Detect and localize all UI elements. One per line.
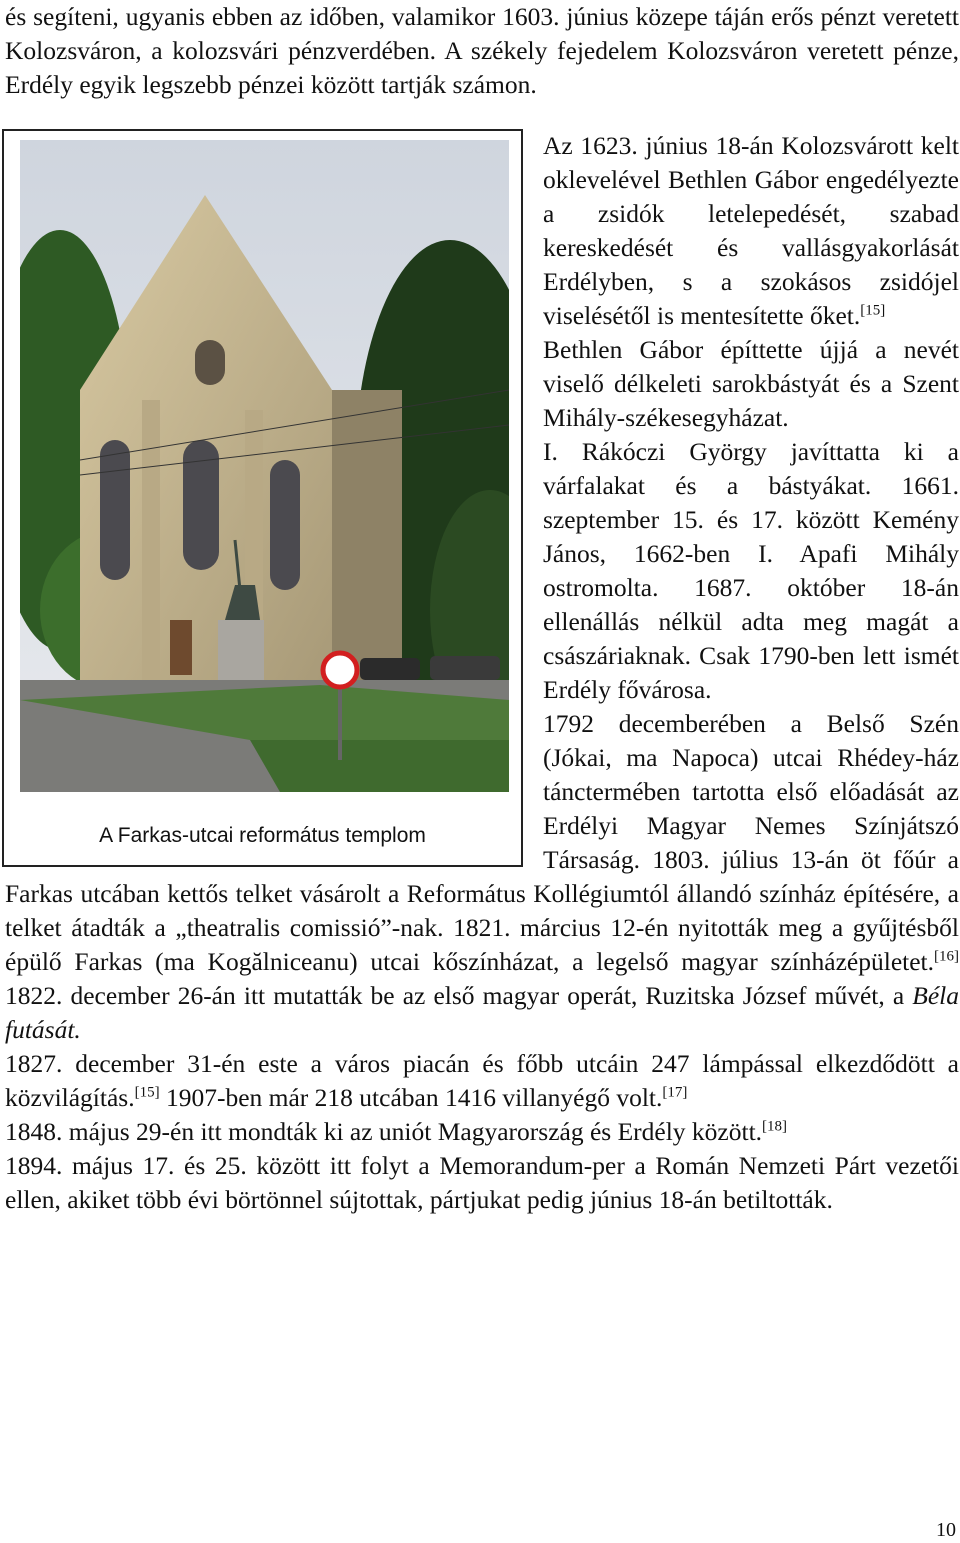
opera-title: Béla futását. bbox=[5, 981, 959, 1044]
figure-caption: A Farkas-utcai református templom bbox=[99, 824, 426, 847]
paragraph-text: Az 1623. június 18-án Kolozsvárott kelt oklevelével Bethlen Gábor engedélyezte a zsidók letelepedését, szabad kereskedését és vallásgyakorlását Erdélyben, s a szokásos zsidójel viselésétől is mentesítette őket. bbox=[543, 131, 959, 330]
figure-frame bbox=[2, 129, 523, 867]
document-page bbox=[5, 0, 959, 1217]
church-illustration bbox=[20, 140, 509, 792]
footnote-ref: [16] bbox=[934, 948, 959, 965]
footnote-ref: [18] bbox=[762, 1118, 788, 1135]
body-paragraph-6 bbox=[5, 1115, 959, 1149]
intro-paragraph: és segíteni, ugyanis ebben az időben, valamikor 1603. június közepe táján erős pénzt veretett Kolozsváron, a kolozsvári pénzverdében. A székely fejedelem Kolozsváron veretett pénze, Erdély egyik legszebb pénzei között tartják számon. bbox=[5, 2, 959, 99]
footnote-ref: [15] bbox=[134, 1084, 160, 1101]
church-photo bbox=[20, 140, 509, 792]
body-paragraph-5 bbox=[5, 1047, 959, 1115]
footnote-ref: [17] bbox=[662, 1084, 688, 1101]
body-paragraph-2: Bethlen Gábor építtette újjá a nevét viselő délkeleti sarokbástyát és a Szent Mihály-székesegyházat. bbox=[543, 335, 959, 432]
paragraph-text: 1827. december 31-én este a város piacán és főbb utcáin 247 lámpással elkezdődött a közvilágítás. bbox=[5, 1049, 959, 1112]
page-number: 10 bbox=[936, 1519, 956, 1541]
paragraph-text: 1907-ben már 218 utcában 1416 villanyégő volt. bbox=[159, 1083, 663, 1112]
paragraph-text: 1792 decemberében a Belső Szén (Jókai, ma Napoca) utcai Rhédey-ház tánctermében tartotta első előadását az Erdélyi Magyar Nemes Színjátszó Társaság. 1803. július 13-án öt főúr a Farkas utcában kettős telket vásárolt a Református Kollégiumtól állandó színház építésére, a telket átadták a „theatralis comissió”-nak. 1821. március 12-én nyitották meg a gyűjtésből épülő Farkas (ma Kogălniceanu) utcai kőszínházat, a legelső magyar színházépületet. bbox=[5, 709, 959, 976]
paragraph-text: 1822. december 26-án itt mutatták be az első magyar operát, Ruzitska József művét, a bbox=[5, 981, 913, 1010]
body-paragraph-3: I. Rákóczi György javíttatta ki a várfalakat és a bástyákat. 1661. szeptember 15. és 17. között Kemény János, 1662-ben I. Apafi Mihály ostromolta. 1687. október 18-án ellenállás nélkül adta meg magát a császáriaknak. Csak 1790-ben lett ismét Erdély fővárosa. bbox=[543, 437, 959, 704]
footnote-ref: [15] bbox=[860, 302, 886, 319]
paragraph-text: 1848. május 29-én itt mondták ki az uniót Magyarország és Erdély között. bbox=[5, 1117, 763, 1146]
body-paragraph-7: 1894. május 17. és 25. között itt folyt a Memorandum-per a Román Nemzeti Párt vezetői ellen, akiket több évi börtönnel sújtottak, pártjukat pedig június 18-án betiltották. bbox=[5, 1151, 959, 1214]
